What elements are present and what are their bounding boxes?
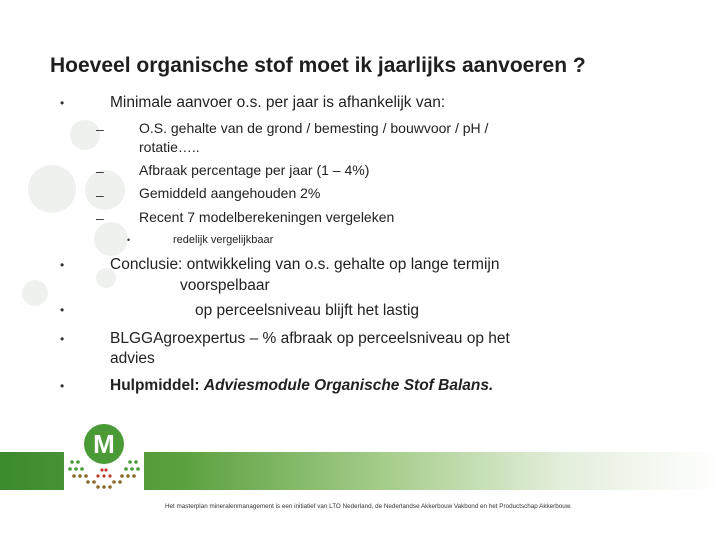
conclusion-text-cont: voorspelbaar: [180, 277, 270, 294]
mineral-management-logo: [64, 420, 144, 500]
help-value: Adviesmodule Organische Stof Balans.: [203, 377, 494, 394]
parcel-text: op perceelsniveau blijft het lastig: [195, 302, 420, 319]
sub-item-os-gehalte: O.S. gehalte van de grond / bemesting / bouwvoor / pH /: [139, 120, 489, 136]
decorative-circle: [94, 222, 131, 256]
slide-title: Hoeveel organische stof moet ik jaarlijks aanvoeren ?: [50, 54, 586, 77]
bullet-marker: •: [60, 332, 65, 346]
dash-marker: –: [96, 187, 104, 203]
dash-marker: –: [96, 210, 104, 226]
bullet-marker: •: [60, 303, 65, 317]
sub-item-modelberekeningen: Recent 7 modelberekeningen vergeleken: [139, 209, 395, 225]
blgg-text-cont: advies: [110, 350, 155, 367]
bullet-marker-small: •: [127, 235, 131, 245]
footer-initiative-text: Het masterplan mineralenmanagement is een initiatief van LTO Nederland, de Nederlandse Akkerbouw Vakbond en het Productschap Akkerbouw.: [165, 503, 572, 510]
conclusion-text: Conclusie: ontwikkeling van o.s. gehalte op lange termijn: [110, 256, 500, 273]
intro-text: Minimale aanvoer o.s. per jaar is afhankelijk van:: [110, 94, 446, 111]
subsub-item-vergelijkbaar: redelijk vergelijkbaar: [173, 234, 274, 246]
sub-item-os-gehalte-cont: rotatie…..: [139, 139, 200, 155]
decorative-circle: [85, 170, 125, 210]
bullet-marker: •: [60, 379, 65, 393]
sub-item-gemiddeld: Gemiddeld aangehouden 2%: [139, 185, 321, 201]
decorative-circle: [22, 280, 48, 306]
bullet-marker: •: [60, 96, 65, 110]
help-label: Hulpmiddel:: [110, 377, 200, 394]
decorative-circle: [28, 165, 76, 213]
logo-letter: M: [93, 429, 115, 459]
blgg-text: BLGGAgroexpertus – % afbraak op perceelsniveau op het: [110, 330, 510, 347]
help-line: [110, 377, 493, 395]
sub-item-afbraak: Afbraak percentage per jaar (1 – 4%): [139, 162, 370, 178]
bullet-marker: •: [60, 258, 65, 272]
dash-marker: –: [96, 163, 104, 179]
dash-marker: –: [96, 121, 104, 137]
